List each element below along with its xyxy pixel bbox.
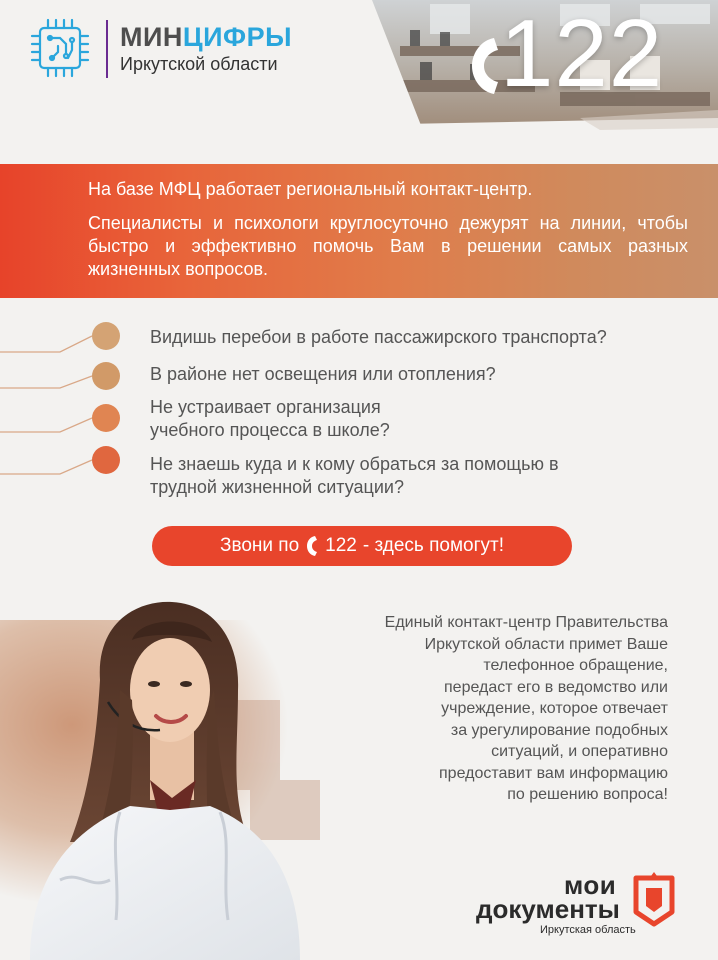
description-line: по решению вопроса! — [507, 786, 668, 803]
band-paragraph-1: На базе МФЦ работает региональный контакт-центр. — [88, 179, 533, 199]
description-line: за урегулирование подобных — [450, 721, 668, 739]
logo-line-moi: мои — [564, 870, 617, 900]
cta-prefix: Звони по — [219, 535, 300, 556]
question-bullet — [92, 404, 120, 432]
logo-title: МИНЦИФРЫ — [120, 22, 293, 52]
phone-number-122: 122 — [500, 0, 664, 107]
question-bullet — [92, 362, 120, 390]
description-line: передаст его в ведомство или — [444, 678, 668, 696]
description-line: телефонное обращение, — [483, 657, 668, 674]
contact-center-description — [300, 612, 668, 806]
question-item: В районе нет освещения или отопления? — [150, 364, 496, 384]
call-122-button[interactable] — [152, 526, 572, 566]
question-bullet — [92, 446, 120, 474]
description-line: ситуаций, и оперативно — [491, 743, 668, 760]
question-item: Видишь перебои в работе пассажирского транспорта? — [150, 327, 607, 347]
moi-dokumenty-logo — [476, 870, 686, 942]
description-line: Единый контакт-центр Правительства — [384, 614, 668, 631]
band-paragraph-2: Специалисты и психологи круглосуточно дежурят на линии, чтобы быстро и эффективно помочь Вам в решении самых разных жизненных вопросов. — [88, 213, 688, 279]
question-item: Не знаешь куда и к кому обраться за помощью в трудной жизненной ситуации? — [150, 454, 559, 497]
phone-icon — [305, 535, 319, 557]
moi-dokumenty-mark-icon — [632, 872, 676, 928]
info-band — [0, 164, 718, 298]
chip-icon — [28, 18, 92, 78]
phone-icon — [464, 34, 504, 98]
logo-region: Иркутская область — [540, 924, 636, 936]
cta-number: 122 — [325, 535, 357, 556]
description-line: Иркутской области примет Ваше — [424, 635, 668, 653]
logo-separator — [106, 20, 108, 78]
description-line: предоставит вам информацию — [439, 764, 668, 782]
cta-suffix: - здесь помогут! — [362, 535, 504, 556]
question-bullet — [92, 322, 120, 350]
description-line: учреждение, которое отвечает — [441, 700, 668, 717]
logo-subtitle: Иркутской области — [120, 54, 278, 74]
logo-line-dokumenty: документы — [476, 894, 620, 924]
mincifry-logo — [28, 18, 328, 82]
question-item: Не устраивает организация учебного процесса в школе? — [150, 397, 390, 440]
